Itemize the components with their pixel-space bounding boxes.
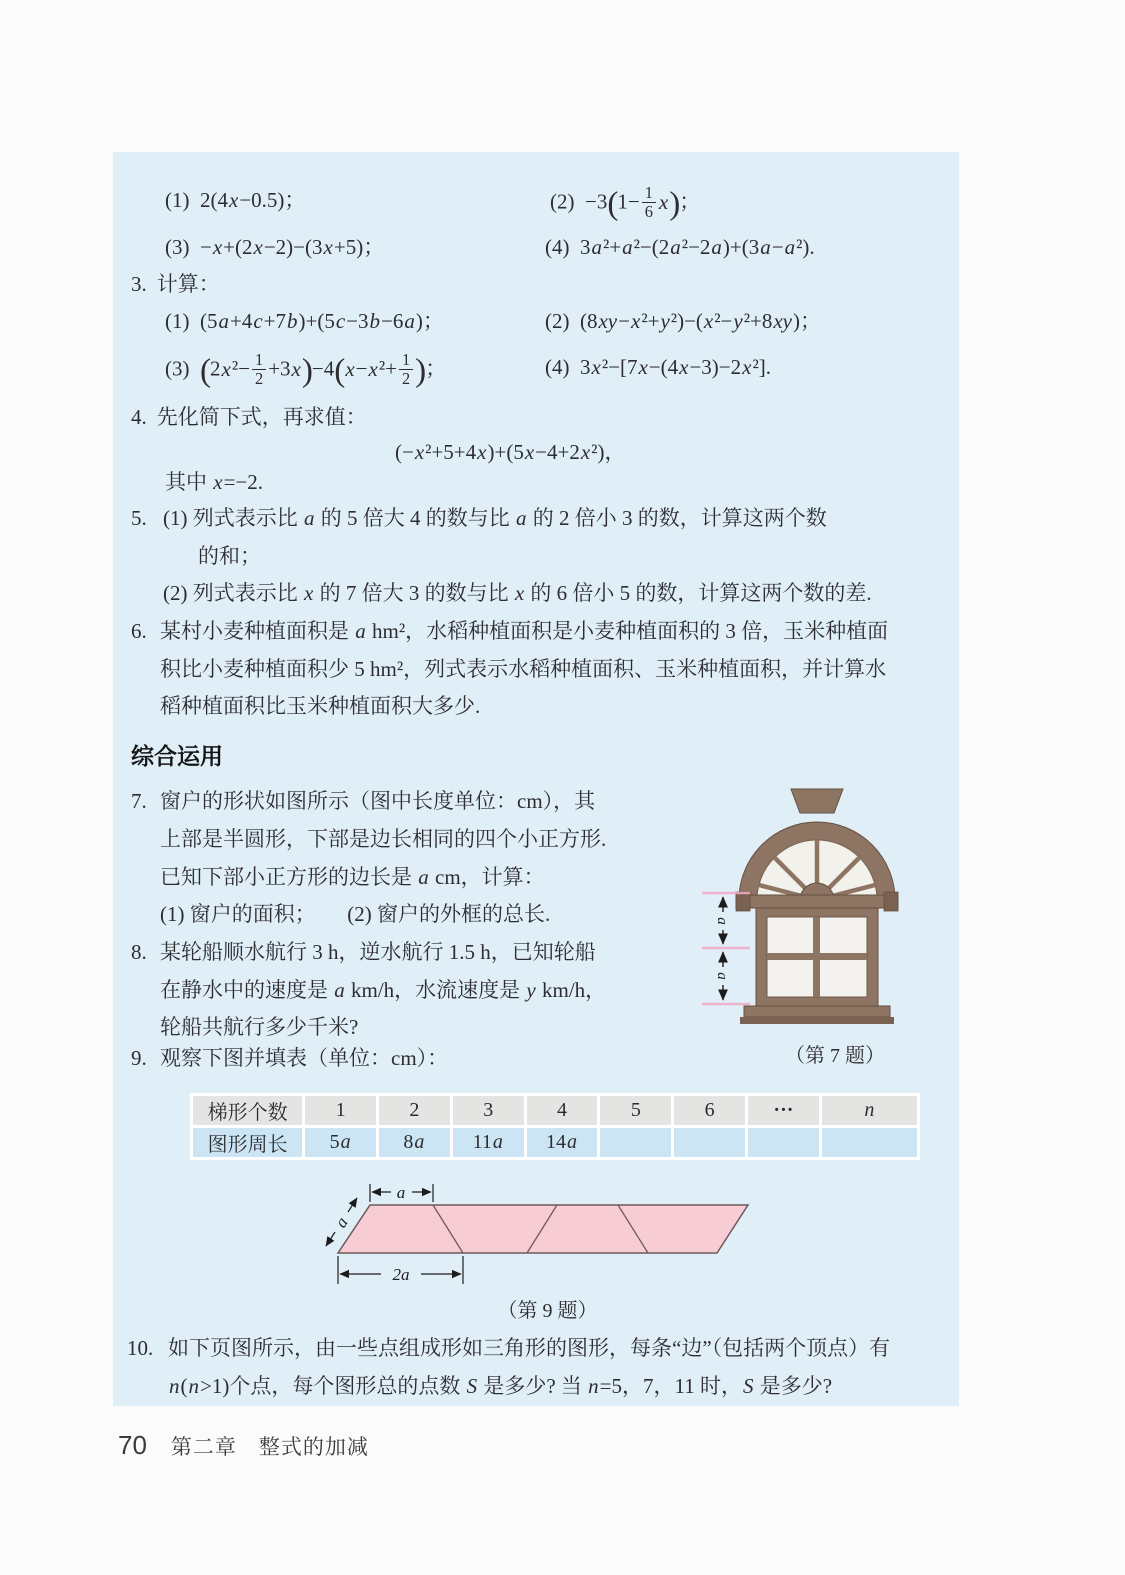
table-data-cell-blank xyxy=(600,1128,671,1157)
strip-figure-caption: （第 9 题） xyxy=(497,1300,598,1322)
problem4-formula: (−x²+5+4x)+(5x−4+2x²)， xyxy=(395,440,626,464)
table-data-cell: 11a xyxy=(453,1128,524,1157)
problem9-line1: 观察下图并填表（单位：cm）： xyxy=(160,1046,449,1070)
problem9-number: 9. xyxy=(131,1046,147,1070)
window-beam-cap-left xyxy=(736,892,750,911)
problem2-item4: (4) 3a²+a²−(2a²−2a)+(3a−a²). xyxy=(545,235,815,259)
problem6-line1: 某村小麦种植面积是 a hm²，水稻种植面积是小麦种植面积的 3 倍，玉米种植面 xyxy=(160,619,889,643)
problem2-item1: (1) 2(4x−0.5)； xyxy=(165,188,306,212)
problem3-number: 3. xyxy=(131,272,147,296)
problem5-line1: (1) 列式表示比 a 的 5 倍大 4 的数与比 a 的 2 倍小 3 的数，计算这两个数 xyxy=(163,506,827,530)
problem4-number: 4. xyxy=(131,405,147,429)
problem10-number: 10. xyxy=(127,1336,154,1360)
table-header-cell-n: n xyxy=(822,1096,917,1125)
problem6-line2: 积比小麦种植面积少 5 hm²，列式表示水稻种植面积、玉米种植面积，并计算水 xyxy=(160,657,887,681)
table-data-cell: 5a xyxy=(305,1128,376,1157)
problem7-line1: 窗户的形状如图所示（图中长度单位：cm），其 xyxy=(160,789,596,813)
window-figure xyxy=(700,786,930,1045)
table-data-cell: 图形周长 xyxy=(193,1128,302,1157)
table-header-cell: 4 xyxy=(527,1096,598,1125)
problem2-item2: (2) −3(1− $\frac{1}{6}$ x)； xyxy=(550,183,701,222)
problem8-line3: 轮船共航行多少千米? xyxy=(160,1015,359,1039)
page-number: 70 xyxy=(118,1430,147,1460)
problem7-line4: (1) 窗户的面积； (2) 窗户的外框的总长. xyxy=(160,902,551,926)
problem6-number: 6. xyxy=(131,619,147,643)
problem7-line2: 上部是半圆形，下部是边长相同的四个小正方形. xyxy=(160,827,607,851)
trapezoid-table xyxy=(190,1093,920,1160)
problem8-line1: 某轮船顺水航行 3 h，逆水航行 1.5 h，已知轮船 xyxy=(160,940,596,964)
left-dimension-label: a xyxy=(331,1213,352,1232)
problem3-item2: (2) (8xy−x²+y²)−(x²−y²+8xy)； xyxy=(545,309,822,333)
problem10-line1: 如下页图所示，由一些点组成形如三角形的图形，每条“边”（包括两个顶点）有 xyxy=(168,1336,891,1360)
page-footer xyxy=(118,1430,369,1461)
table-data-cell-blank xyxy=(748,1128,819,1157)
window-sill-lip xyxy=(740,1017,894,1024)
problem3-title: 计算： xyxy=(156,272,220,296)
table-header-cell: 梯形个数 xyxy=(193,1096,302,1125)
problem2-item3: (3) −x+(2x−2)−(3x+5)； xyxy=(165,235,385,259)
problem8-line2: 在静水中的速度是 a km/h，水流速度是 y km/h， xyxy=(160,978,607,1002)
trapezoid-strip xyxy=(338,1205,748,1253)
problem7-number: 7. xyxy=(131,789,147,813)
top-dimension-label: a xyxy=(396,1183,406,1202)
problem4-heading xyxy=(131,402,367,432)
problem5-line2: 的和； xyxy=(198,544,261,568)
problem10-line2: n(n>1)个点，每个图形总的点数 S 是多少? 当 n=5，7，11 时，S 是多少? xyxy=(169,1374,833,1398)
window-mullion-horizontal xyxy=(767,953,867,960)
table-header-cell-ellipsis: ··· xyxy=(748,1096,819,1125)
table-header-cell: 3 xyxy=(453,1096,524,1125)
chapter-title: 第二章 整式的加减 xyxy=(170,1436,369,1459)
problem7-line3: 已知下部小正方形的边长是 a cm，计算： xyxy=(160,865,545,889)
problem8-number: 8. xyxy=(131,940,147,964)
problem3-item4: (4) 3x²−[7x−(4x−3)−2x²]. xyxy=(545,355,772,379)
table-header-cell: 1 xyxy=(305,1096,376,1125)
table-data-cell-blank xyxy=(674,1128,745,1157)
table-data-row xyxy=(193,1128,917,1157)
section-title: 综合运用 xyxy=(131,743,223,769)
window-figure-caption: （第 7 题） xyxy=(785,1045,885,1067)
window-beam-cap-right xyxy=(884,892,898,911)
table-data-cell-blank xyxy=(822,1128,917,1157)
table-header-cell: 5 xyxy=(600,1096,671,1125)
window-dim-label-a2: a xyxy=(714,972,730,980)
problem3-item3: (3) (2x²− $\frac{1}{2}$ +3x)−4(x−x²+ $\frac{1}{2}$ )； xyxy=(165,350,447,389)
table-header-cell: 2 xyxy=(379,1096,450,1125)
window-dim-label-a1: a xyxy=(714,917,730,925)
bottom-dimension-label: 2a xyxy=(392,1265,410,1284)
table-data-cell: 14a xyxy=(527,1128,598,1157)
problem3-item1: (1) (5a+4c+7b)+(5c−3b−6a)； xyxy=(165,309,444,333)
problem4-condition: 其中 x=−2. xyxy=(165,470,264,494)
problem4-title: 先化简下式，再求值： xyxy=(156,405,367,429)
problem6-line3: 稻种植面积比玉米种植面积大多少. xyxy=(160,694,481,718)
exercise-panel xyxy=(113,152,959,1406)
window-spring-beam xyxy=(736,895,898,908)
table-data-cell: 8a xyxy=(379,1128,450,1157)
problem5-line3: (2) 列式表示比 x 的 7 倍大 3 的数与比 x 的 6 倍小 5 的数，计算这两个数的差. xyxy=(163,581,872,605)
table-header-cell: 6 xyxy=(674,1096,745,1125)
window-keystone xyxy=(791,789,843,813)
table-header-row xyxy=(193,1096,917,1125)
problem3-heading xyxy=(131,269,220,299)
window-sill xyxy=(744,1006,890,1017)
problem5-number: 5. xyxy=(131,506,147,530)
trapezoid-strip-figure xyxy=(295,1178,800,1303)
